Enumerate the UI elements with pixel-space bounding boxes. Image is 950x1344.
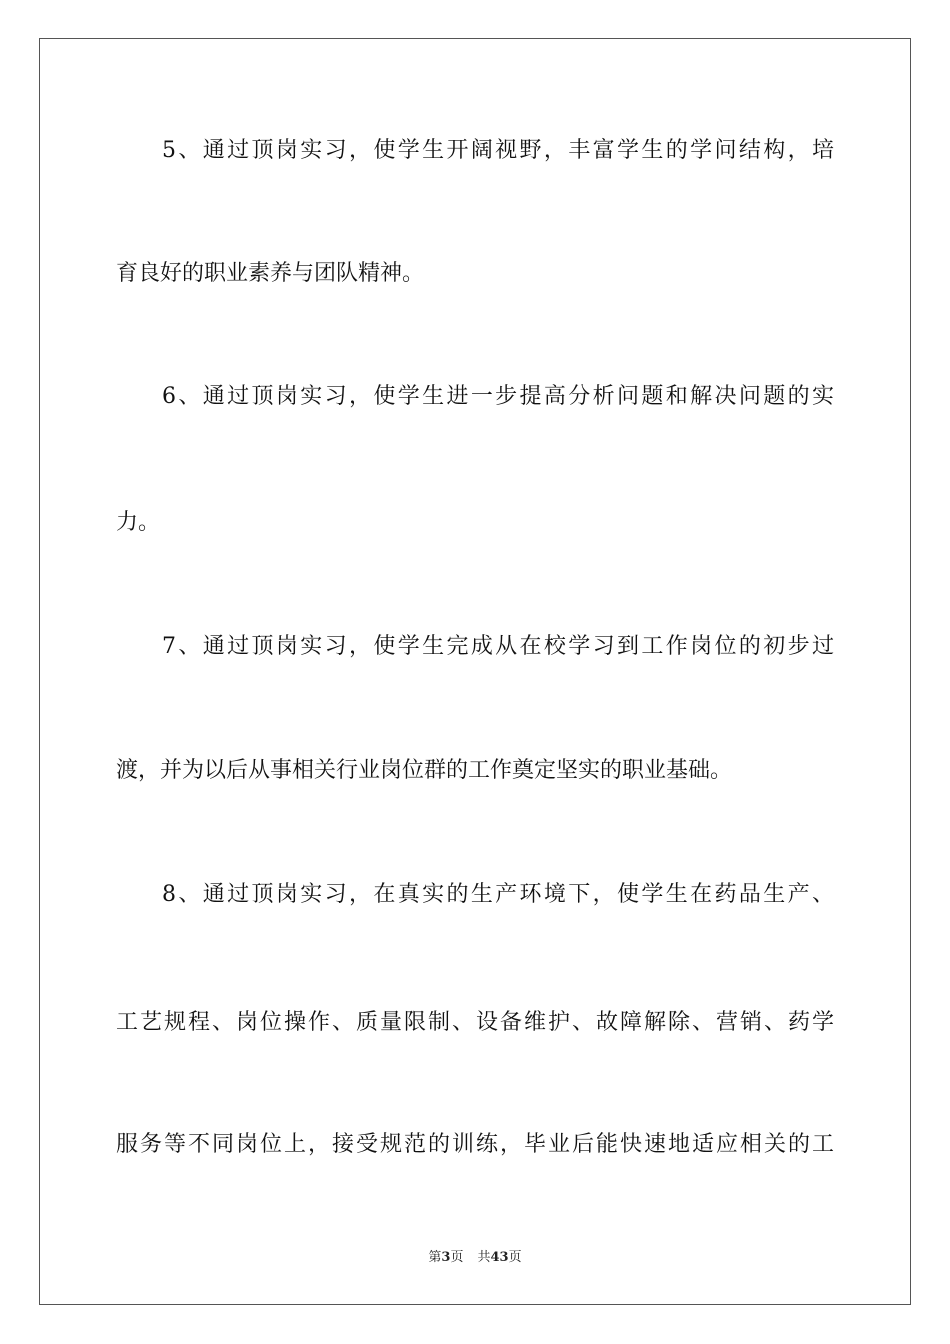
page-number: 3 <box>441 1250 451 1265</box>
total-suffix: 页 <box>508 1250 522 1265</box>
paragraph-7-line-1: 7、通过顶岗实习，使学生完成从在校学习到工作岗位的初步过 <box>162 634 834 659</box>
paragraph-8-line-1: 8、通过顶岗实习，在真实的生产环境下，使学生在药品生产、 <box>162 882 834 907</box>
paragraph-6-line-2: 力。 <box>116 510 161 535</box>
page-border <box>39 38 911 1305</box>
paragraph-8-line-2: 工艺规程、岗位操作、质量限制、设备维护、故障解除、营销、药学 <box>116 1010 834 1035</box>
paragraph-5-line-1: 5、通过顶岗实习，使学生开阔视野，丰富学生的学问结构，培 <box>162 138 834 163</box>
total-prefix: 共 <box>477 1250 491 1265</box>
paragraph-8-line-3: 服务等不同岗位上，接受规范的训练，毕业后能快速地适应相关的工 <box>116 1132 834 1157</box>
page-suffix: 页 <box>450 1250 464 1265</box>
page-prefix: 第 <box>428 1250 442 1265</box>
total-pages: 43 <box>490 1250 509 1265</box>
page-footer <box>0 1250 950 1266</box>
paragraph-5-line-2: 育良好的职业素养与团队精神。 <box>116 261 425 286</box>
paragraph-6-line-1: 6、通过顶岗实习，使学生进一步提高分析问题和解决问题的实 <box>162 384 834 409</box>
paragraph-7-line-2: 渡，并为以后从事相关行业岗位群的工作奠定坚实的职业基础。 <box>116 758 733 783</box>
